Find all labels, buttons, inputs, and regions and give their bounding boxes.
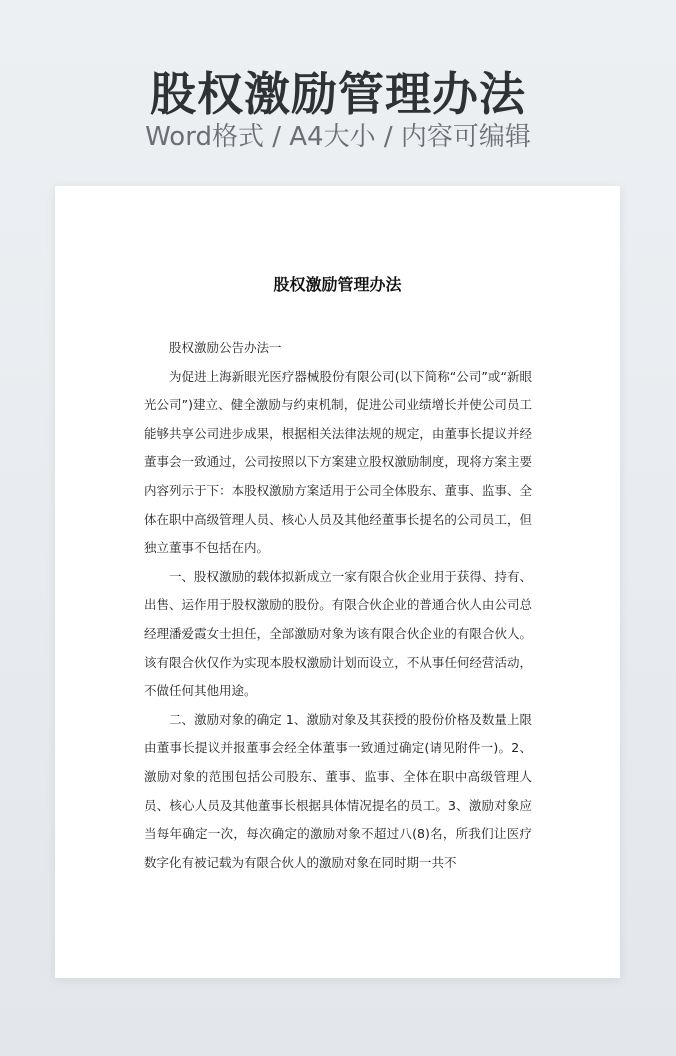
paragraph-heading: 股权激励公告办法一 [169,340,282,355]
document-body [144,334,532,877]
paragraph-section-one: 一、股权激励的载体拟新成立一家有限合伙企业用于获得、持有、出售、运作用于股权激励的股份。有限合伙企业的普通合伙人由公司总经理潘爱霞女士担任，全部激励对象为该有限合伙企业的有限合伙人。该有限合伙仅作为实现本股权激励计划而设立，不从事任何经营活动，不做任何其他用途。 [144,568,532,699]
document-page [55,186,620,978]
paragraph-section-two: 二、激励对象的确定 1、激励对象及其获授的股份价格及数量上限由董事长提议并报董事会经全体董事一致通过确定(请见附件一)。2、激励对象的范围包括公司股东、董事、监事、全体在职中高级管理人员、核心人员及其他董事长根据具体情况提名的员工。3、激励对象应当每年确定一次，每次确定的激励对象不超过八(8)名，所我们让医疗数字化有被记载为有限合伙人的激励对象在同时期一共不 [144,711,532,870]
paragraph-intro: 为促进上海新眼光医疗器械股份有限公司(以下简称“公司”或“新眼光公司”)建立、健全激励与约束机制，促进公司业绩增长并使公司员工能够共享公司进步成果，根据相关法律法规的规定，由董事长提议并经董事会一致通过，公司按照以下方案建立股权激励制度，现将方案主要内容列示于下：本股权激励方案适用于公司全体股东、董事、监事、全体在职中高级管理人员、核心人员及其他经董事长提名的公司员工，但独立董事不包括在内。 [144,368,532,556]
banner-subtitle: Word格式 / A4大小 / 内容可编辑 [145,122,531,152]
document-title: 股权激励管理办法 [273,275,402,294]
banner-title: 股权激励管理办法 [150,67,526,121]
